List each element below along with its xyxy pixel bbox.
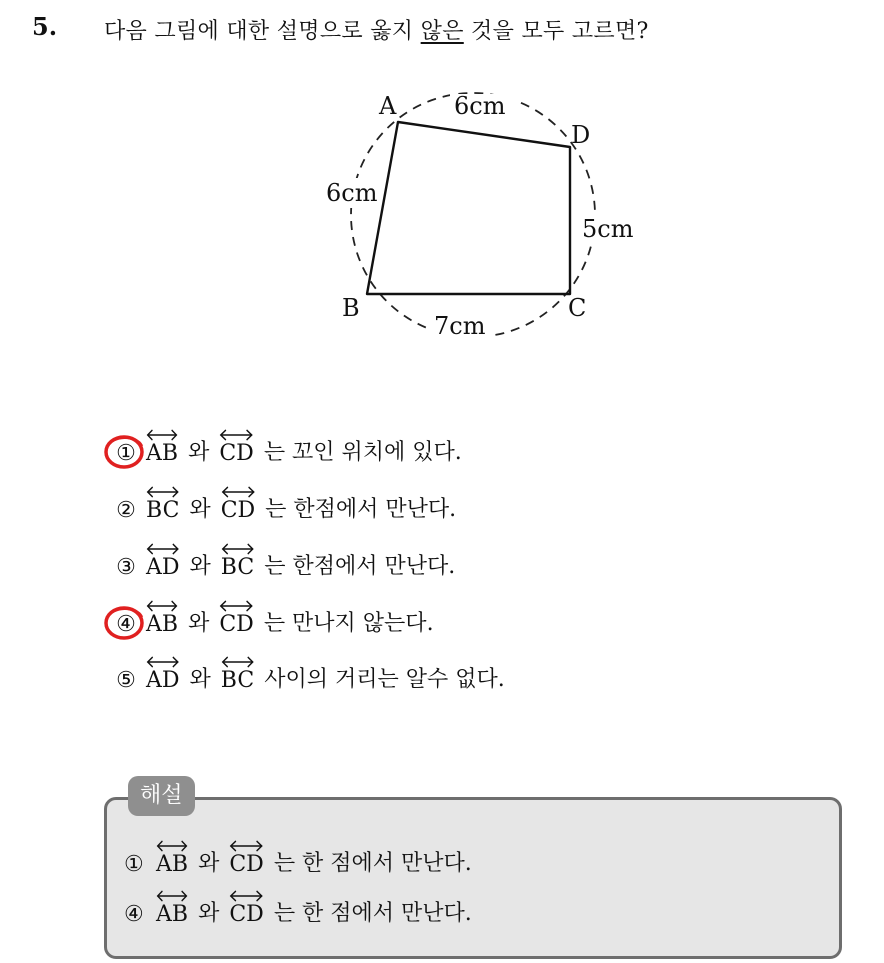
option-connector: 와 <box>189 497 211 522</box>
question-text-after: 것을 모두 고르면? <box>463 19 649 44</box>
line-symbol: AB <box>146 600 178 637</box>
explanation-line-2 <box>124 890 472 927</box>
option-1[interactable] <box>108 430 462 466</box>
explanation-number: ④ <box>124 902 144 927</box>
line-arrow-icon <box>221 543 254 555</box>
option-text: 는 한점에서 만난다. <box>265 497 457 522</box>
line-arrow-icon <box>146 543 180 555</box>
line-arrow-icon <box>221 486 255 498</box>
explanation-connector: 와 <box>198 901 220 926</box>
line-arrow-icon <box>156 890 188 902</box>
option-connector: 와 <box>188 611 210 636</box>
option-number: ① <box>108 441 144 466</box>
explanation-tag: 해설 <box>128 776 195 816</box>
option-2[interactable] <box>108 487 456 523</box>
line-arrow-icon <box>219 600 253 612</box>
length-bc: 7cm <box>434 312 486 340</box>
line-arrow-icon <box>229 840 263 852</box>
question-text-before: 다음 그림에 대한 설명으로 옳지 <box>104 19 421 44</box>
line-symbol: CD <box>219 600 253 637</box>
line-arrow-icon <box>229 890 263 902</box>
option-text: 는 한점에서 만난다. <box>264 554 456 579</box>
option-text: 사이의 거리는 알수 없다. <box>264 667 505 692</box>
option-number: ③ <box>116 555 136 580</box>
dashed-circumcircle <box>351 93 595 337</box>
option-connector: 와 <box>189 554 211 579</box>
question-number: 5. <box>32 12 58 41</box>
vertex-c: C <box>568 294 587 322</box>
line-symbol: CD <box>229 840 263 877</box>
line-symbol: BC <box>221 543 254 580</box>
quadrilateral-figure <box>0 0 884 400</box>
explanation-box <box>104 797 842 959</box>
vertex-d: D <box>571 121 591 149</box>
explanation-connector: 와 <box>198 851 220 876</box>
line-arrow-icon <box>146 429 178 441</box>
option-5[interactable] <box>108 657 505 693</box>
length-ad: 6cm <box>454 92 506 120</box>
option-connector: 와 <box>189 667 211 692</box>
length-cd: 5cm <box>582 215 634 243</box>
explanation-line-1 <box>124 840 472 877</box>
explanation-text: 는 한 점에서 만난다. <box>273 901 472 926</box>
option-number: ⑤ <box>116 668 136 693</box>
line-arrow-icon <box>219 429 253 441</box>
line-symbol: AB <box>146 429 178 466</box>
line-arrow-icon <box>156 840 188 852</box>
line-symbol: AD <box>146 656 180 693</box>
red-check-circle-icon <box>102 603 146 643</box>
line-arrow-icon <box>146 656 180 668</box>
red-check-circle-icon <box>102 432 146 472</box>
line-symbol: AB <box>156 890 188 927</box>
vertex-b: B <box>342 294 360 322</box>
line-symbol: AD <box>146 543 180 580</box>
line-arrow-icon <box>221 656 254 668</box>
option-text: 는 꼬인 위치에 있다. <box>263 440 462 465</box>
line-symbol: BC <box>221 656 254 693</box>
option-3[interactable] <box>108 544 455 580</box>
line-symbol: CD <box>221 486 255 523</box>
option-text: 는 만나지 않는다. <box>263 611 434 636</box>
line-symbol: AB <box>156 840 188 877</box>
option-4[interactable] <box>108 601 434 637</box>
quadrilateral-abcd <box>367 122 570 294</box>
explanation-text: 는 한 점에서 만난다. <box>273 851 472 876</box>
vertex-a: A <box>379 92 397 120</box>
option-number: ② <box>116 498 136 523</box>
line-arrow-icon <box>146 486 179 498</box>
line-symbol: CD <box>219 429 253 466</box>
question-text-underlined: 않은 <box>420 19 464 44</box>
length-ab: 6cm <box>326 179 378 207</box>
line-symbol: CD <box>229 890 263 927</box>
line-symbol: BC <box>146 486 179 523</box>
option-connector: 와 <box>188 440 210 465</box>
explanation-number: ① <box>124 852 144 877</box>
option-number: ④ <box>108 612 144 637</box>
line-arrow-icon <box>146 600 178 612</box>
